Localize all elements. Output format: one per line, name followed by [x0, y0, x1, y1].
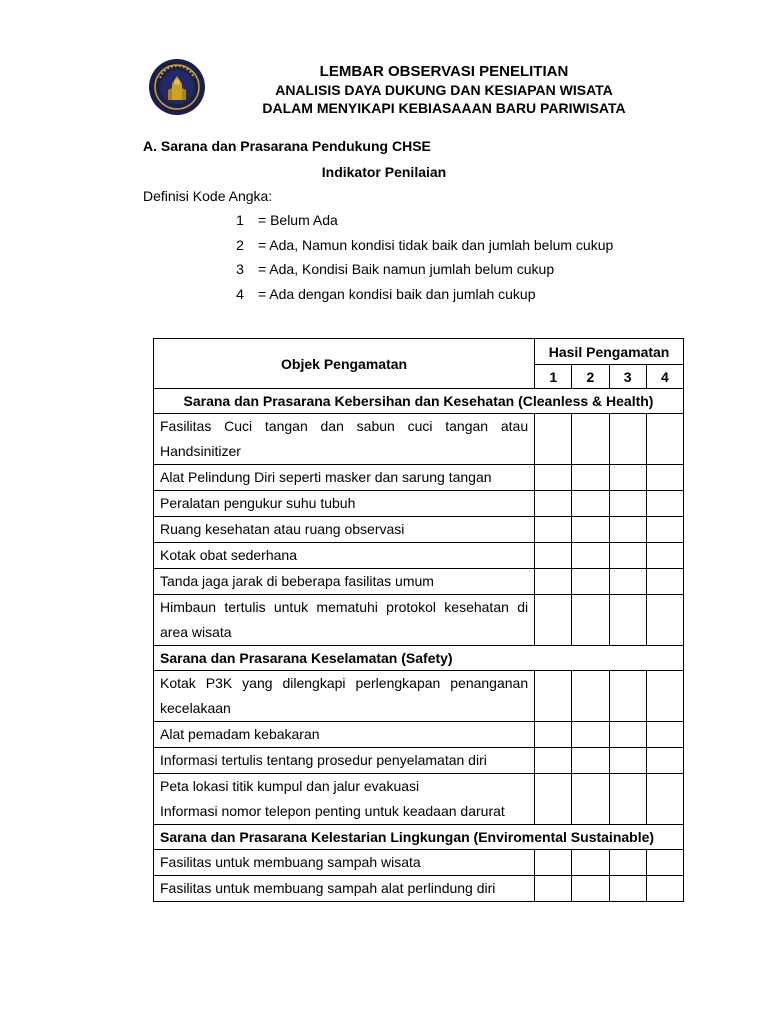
table-row: [154, 850, 684, 876]
column-header-objek: Objek Pengamatan: [154, 339, 535, 389]
score-cell[interactable]: [535, 465, 572, 491]
score-cell[interactable]: [646, 414, 683, 465]
score-cell[interactable]: [572, 876, 609, 902]
section-title: A. Sarana dan Prasarana Pendukung CHSE: [143, 138, 431, 154]
code-definition-item: [222, 212, 613, 237]
score-cell[interactable]: [609, 569, 646, 595]
score-cell[interactable]: [572, 414, 609, 465]
observation-item: Tanda jaga jarak di beberapa fasilitas umum: [154, 569, 535, 595]
score-header: 1: [535, 365, 572, 389]
category-row: Sarana dan Prasarana Keselamatan (Safety): [154, 646, 684, 671]
score-cell[interactable]: [535, 517, 572, 543]
score-cell[interactable]: [609, 491, 646, 517]
score-cell[interactable]: [646, 491, 683, 517]
score-cell[interactable]: [535, 569, 572, 595]
score-cell[interactable]: [609, 671, 646, 722]
code-number: 4: [236, 285, 244, 302]
code-number: 3: [236, 261, 244, 277]
score-cell[interactable]: [535, 671, 572, 722]
observation-item: Informasi tertulis tentang prosedur penyelamatan diri: [154, 748, 535, 774]
table-row: [154, 517, 684, 543]
score-header: 4: [646, 365, 683, 389]
table-row: [154, 543, 684, 569]
score-cell[interactable]: [535, 414, 572, 465]
code-definition-item: [222, 237, 613, 262]
table-row: [154, 722, 684, 748]
category-row: Sarana dan Prasarana Kelestarian Lingkungan (Enviromental Sustainable): [154, 825, 684, 850]
observation-item: Fasilitas Cuci tangan dan sabun cuci tangan atau Handsinitizer: [154, 414, 535, 465]
score-cell[interactable]: [572, 774, 609, 825]
table-row: [154, 491, 684, 517]
table-row: [154, 671, 684, 722]
observation-item: [154, 876, 535, 902]
score-cell[interactable]: [609, 543, 646, 569]
score-cell[interactable]: [609, 414, 646, 465]
score-cell[interactable]: [572, 748, 609, 774]
observation-item: Kotak P3K yang dilengkapi perlengkapan penanganan kecelakaan: [154, 671, 535, 722]
score-cell[interactable]: [572, 465, 609, 491]
score-cell[interactable]: [609, 850, 646, 876]
document-title: LEMBAR OBSERVASI PENELITIAN: [319, 63, 569, 80]
score-cell[interactable]: [609, 722, 646, 748]
score-cell[interactable]: [646, 748, 683, 774]
table-row: [154, 569, 684, 595]
score-cell[interactable]: [572, 722, 609, 748]
code-number: 1: [236, 212, 244, 228]
score-cell[interactable]: [609, 876, 646, 902]
column-header-hasil: Hasil Pengamatan: [535, 339, 684, 365]
observation-table: [153, 338, 684, 902]
table-row: [154, 595, 684, 646]
category-row: Sarana dan Prasarana Kebersihan dan Kesehatan (Cleanless & Health): [154, 389, 684, 414]
score-cell[interactable]: [535, 850, 572, 876]
table-row: [154, 774, 684, 825]
score-cell[interactable]: [609, 748, 646, 774]
observation-item-text: Fasilitas untuk membuang sampah alat perlindung diri: [160, 880, 496, 896]
table-row: [154, 414, 684, 465]
score-cell[interactable]: [609, 517, 646, 543]
observation-item: Kotak obat sederhana: [154, 543, 535, 569]
code-description: = Ada dengan kondisi baik dan jumlah cukup: [258, 285, 536, 302]
score-cell[interactable]: [646, 671, 683, 722]
code-definition-item: [222, 261, 613, 286]
code-description: = Ada, Kondisi Baik namun jumlah belum cukup: [258, 261, 555, 277]
table-row: [154, 876, 684, 902]
score-cell[interactable]: [646, 517, 683, 543]
score-cell[interactable]: [572, 671, 609, 722]
score-cell[interactable]: [535, 491, 572, 517]
score-cell[interactable]: [646, 722, 683, 748]
code-description: = Ada, Namun kondisi tidak baik dan jumlah belum cukup: [258, 236, 614, 253]
score-cell[interactable]: [572, 850, 609, 876]
score-cell[interactable]: [646, 876, 683, 902]
score-cell[interactable]: [646, 543, 683, 569]
score-cell[interactable]: [646, 850, 683, 876]
observation-item-line: Peta lokasi titik kumpul dan jalur evakuasi: [160, 778, 420, 794]
score-cell[interactable]: [609, 774, 646, 825]
score-cell[interactable]: [572, 543, 609, 569]
score-cell[interactable]: [646, 595, 683, 646]
observation-item: Himbaun tertulis untuk mematuhi protokol kesehatan di area wisata: [154, 595, 535, 646]
observation-item: Alat Pelindung Diri seperti masker dan sarung tangan: [154, 465, 535, 491]
document-header: [214, 63, 674, 117]
indikator-title: Indikator Penilaian: [321, 164, 447, 180]
observation-item: [154, 774, 535, 825]
code-definition-item: [222, 286, 613, 311]
document-subtitle-2: DALAM MENYIKAPI KEBIASAAAN BARU PARIWISATA: [262, 100, 626, 116]
table-row: [154, 748, 684, 774]
score-cell[interactable]: [572, 517, 609, 543]
observation-item: Alat pemadam kebakaran: [154, 722, 535, 748]
table-row: [154, 465, 684, 491]
score-cell[interactable]: [535, 876, 572, 902]
score-cell[interactable]: [535, 595, 572, 646]
observation-item-line: Informasi nomor telepon penting untuk keadaan darurat: [160, 803, 505, 819]
score-cell[interactable]: [535, 748, 572, 774]
score-cell[interactable]: [572, 569, 609, 595]
code-number: 2: [236, 236, 244, 253]
score-cell[interactable]: [609, 595, 646, 646]
observation-item: Peralatan pengukur suhu tubuh: [154, 491, 535, 517]
code-description: = Belum Ada: [258, 212, 338, 228]
observation-item: Fasilitas untuk membuang sampah wisata: [154, 850, 535, 876]
score-cell[interactable]: [535, 774, 572, 825]
code-definition-list: [222, 212, 613, 310]
score-header: 2: [572, 365, 609, 389]
score-cell[interactable]: [646, 465, 683, 491]
score-cell[interactable]: [535, 722, 572, 748]
document-subtitle-1: ANALISIS DAYA DUKUNG DAN KESIAPAN WISATA: [275, 82, 613, 98]
score-cell[interactable]: [572, 595, 609, 646]
score-cell[interactable]: [646, 569, 683, 595]
university-seal-icon: [148, 58, 206, 116]
score-cell[interactable]: [646, 774, 683, 825]
score-cell[interactable]: [535, 543, 572, 569]
score-cell[interactable]: [572, 491, 609, 517]
score-header: 3: [609, 365, 646, 389]
observation-item: Ruang kesehatan atau ruang observasi: [154, 517, 535, 543]
score-cell[interactable]: [609, 465, 646, 491]
definition-title: Definisi Kode Angka:: [143, 188, 273, 204]
